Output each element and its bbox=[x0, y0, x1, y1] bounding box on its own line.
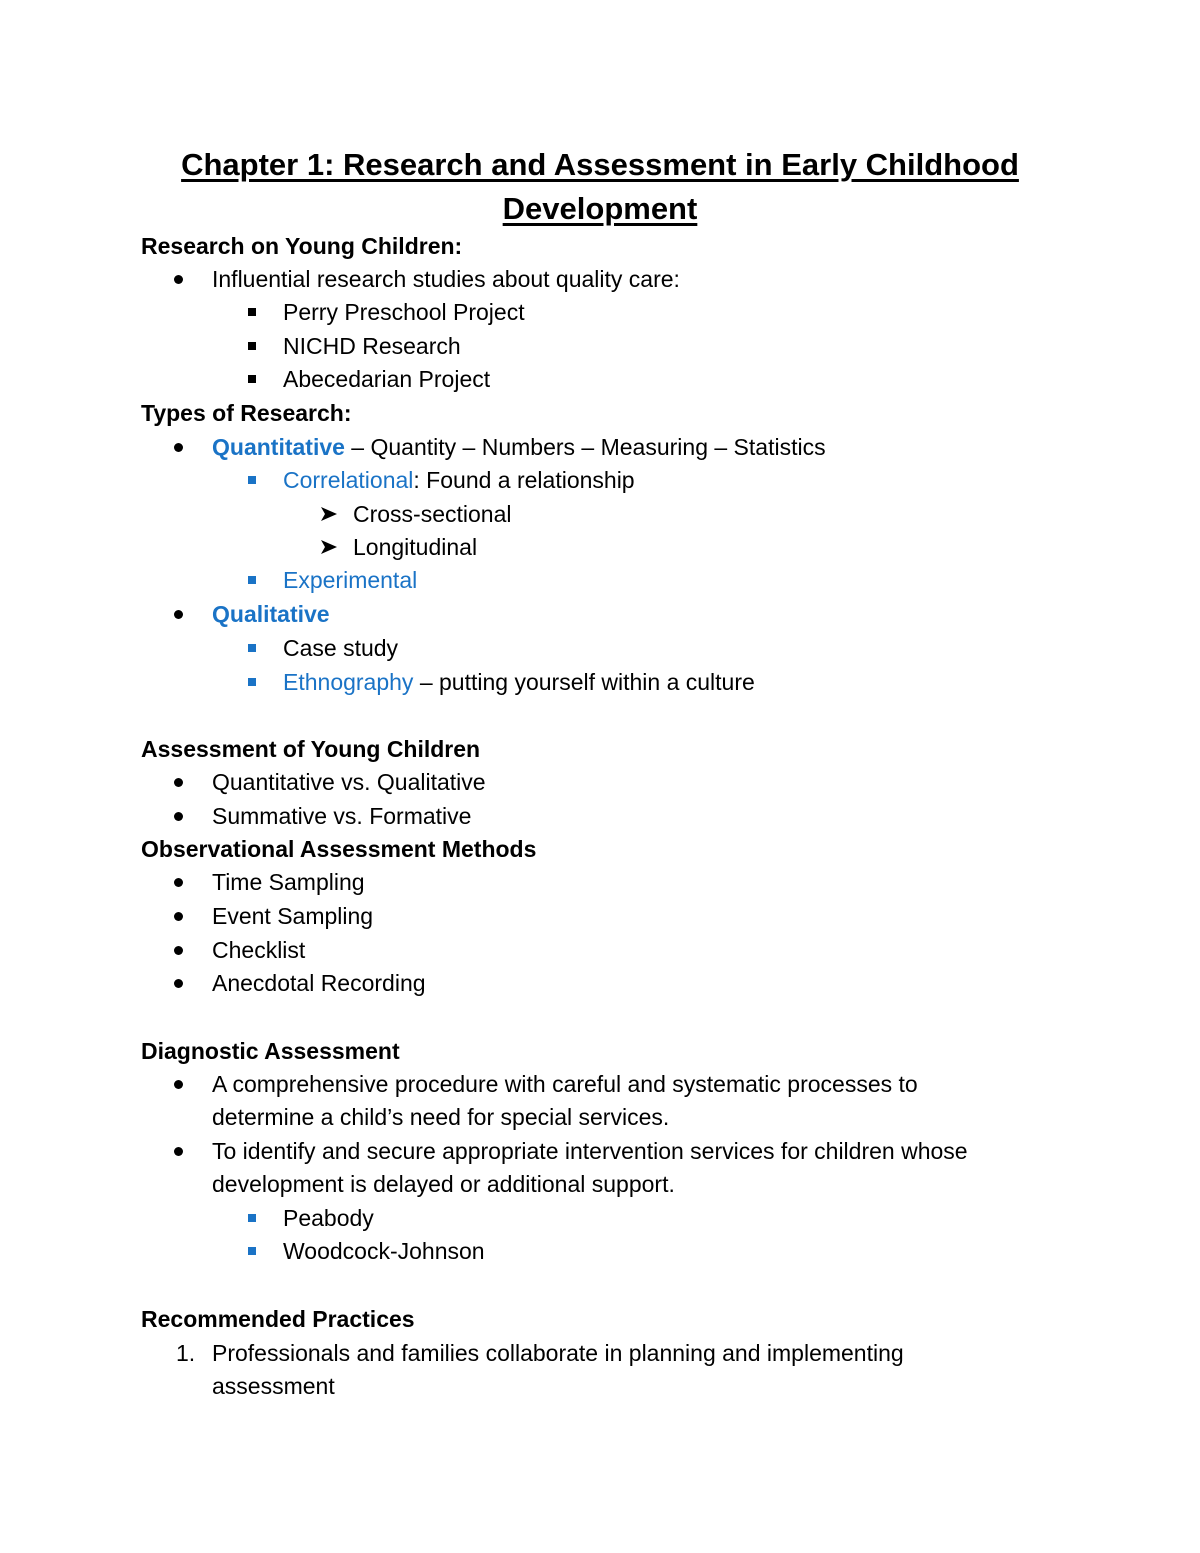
heading-recommended-practices: Recommended Practices bbox=[141, 1306, 415, 1332]
list-item: Event Sampling bbox=[0, 899, 1200, 933]
list-item: A comprehensive procedure with careful and systematic processes to bbox=[0, 1067, 1200, 1101]
bullet-dot-icon bbox=[174, 1147, 183, 1156]
list-item-experimental: Experimental bbox=[0, 563, 1200, 597]
numbered-item: 1. Professionals and families collaborate in planning and implementing bbox=[0, 1336, 1200, 1370]
bullet-dot-icon bbox=[174, 443, 183, 452]
page-title bbox=[140, 143, 1060, 231]
list-item: Time Sampling bbox=[0, 865, 1200, 899]
quantitative-label: Quantitative bbox=[212, 434, 345, 460]
list-item: Peabody bbox=[0, 1201, 1200, 1235]
bullet-dot-icon bbox=[174, 275, 183, 284]
list-item: Longitudinal bbox=[0, 530, 1200, 564]
bullet-dot-icon bbox=[174, 610, 183, 619]
bullet-dot-icon bbox=[174, 946, 183, 955]
square-bullet-icon bbox=[248, 308, 256, 316]
numbered-item-continuation: assessment bbox=[212, 1373, 335, 1399]
bullet-dot-icon bbox=[174, 812, 183, 821]
square-bullet-icon bbox=[248, 678, 256, 686]
bullet-dot-icon bbox=[174, 1080, 183, 1089]
list-item: Cross-sectional bbox=[0, 497, 1200, 531]
heading-research-young-children: Research on Young Children: bbox=[141, 233, 463, 259]
list-number: 1. bbox=[176, 1340, 196, 1366]
list-item: Woodcock-Johnson bbox=[0, 1234, 1200, 1268]
ethnography-label: Ethnography bbox=[283, 669, 414, 695]
list-item-correlational: Correlational: Found a relationship bbox=[0, 463, 1200, 497]
list-item-quantitative: Quantitative – Quantity – Numbers – Measuring – Statistics bbox=[0, 430, 1200, 464]
square-bullet-icon bbox=[248, 576, 256, 584]
correlational-label: Correlational bbox=[283, 467, 414, 493]
square-bullet-icon bbox=[248, 375, 256, 383]
bullet-dot-icon bbox=[174, 878, 183, 887]
list-item: Perry Preschool Project bbox=[0, 295, 1200, 329]
list-item-qualitative: Qualitative bbox=[0, 597, 1200, 631]
list-item: Influential research studies about quality care: bbox=[0, 262, 1200, 296]
square-bullet-icon bbox=[248, 476, 256, 484]
list-item: Quantitative vs. Qualitative bbox=[0, 765, 1200, 799]
heading-types-of-research: Types of Research: bbox=[141, 400, 352, 426]
list-item: Checklist bbox=[0, 933, 1200, 967]
list-item: To identify and secure appropriate intervention services for children whose bbox=[0, 1134, 1200, 1168]
square-bullet-icon bbox=[248, 1247, 256, 1255]
title-line-1: Chapter 1: Research and Assessment in Early Childhood bbox=[181, 147, 1019, 182]
bullet-dot-icon bbox=[174, 979, 183, 988]
list-item: NICHD Research bbox=[0, 329, 1200, 363]
square-bullet-icon bbox=[248, 644, 256, 652]
heading-diagnostic: Diagnostic Assessment bbox=[141, 1038, 400, 1064]
bullet-dot-icon bbox=[174, 912, 183, 921]
list-item-ethnography: Ethnography – putting yourself within a culture bbox=[0, 665, 1200, 699]
list-item: Anecdotal Recording bbox=[0, 966, 1200, 1000]
list-item: Abecedarian Project bbox=[0, 362, 1200, 396]
square-bullet-icon bbox=[248, 342, 256, 350]
heading-assessment: Assessment of Young Children bbox=[141, 736, 481, 762]
arrowhead-bullet-icon bbox=[320, 497, 338, 531]
bullet-dot-icon bbox=[174, 778, 183, 787]
heading-observational: Observational Assessment Methods bbox=[141, 836, 537, 862]
arrowhead-bullet-icon bbox=[320, 530, 338, 564]
list-item: Case study bbox=[0, 631, 1200, 665]
list-item-continuation: determine a child’s need for special services. bbox=[212, 1104, 670, 1130]
list-item: Summative vs. Formative bbox=[0, 799, 1200, 833]
list-item-continuation: development is delayed or additional support. bbox=[212, 1171, 675, 1197]
square-bullet-icon bbox=[248, 1214, 256, 1222]
title-line-2: Development bbox=[502, 191, 698, 226]
